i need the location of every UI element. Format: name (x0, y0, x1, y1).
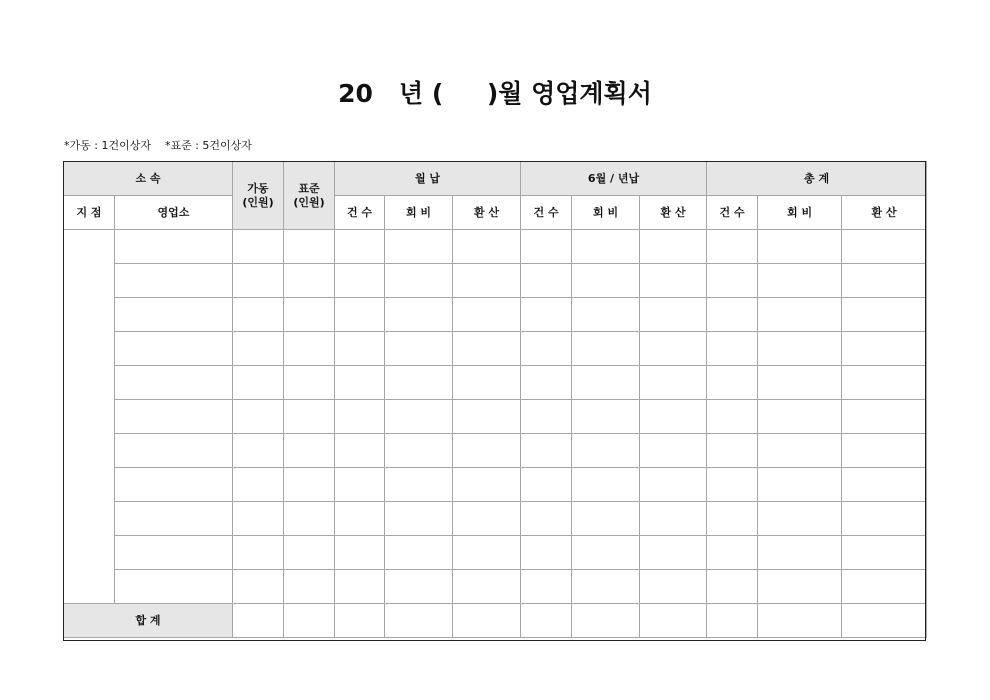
table-cell[interactable] (521, 264, 572, 298)
table-row (64, 332, 927, 366)
sales-plan-table (63, 161, 927, 638)
table-cell[interactable] (233, 400, 284, 434)
table-cell[interactable] (115, 434, 233, 468)
table-cell[interactable] (521, 468, 572, 502)
table-cell[interactable] (640, 536, 707, 570)
table-cell[interactable] (842, 570, 927, 604)
table-cell[interactable] (572, 434, 640, 468)
table-cell[interactable] (284, 434, 335, 468)
table-row (64, 536, 927, 570)
table-cell[interactable] (335, 536, 385, 570)
table-cell[interactable] (707, 298, 758, 332)
table-cell[interactable] (335, 264, 385, 298)
table-cell[interactable] (335, 502, 385, 536)
sum-cell[interactable] (284, 604, 335, 638)
table-cell[interactable] (335, 366, 385, 400)
table-cell[interactable] (521, 536, 572, 570)
table-cell[interactable] (758, 332, 842, 366)
table-cell[interactable] (284, 570, 335, 604)
table-cell[interactable] (335, 230, 385, 264)
table-row (64, 366, 927, 400)
table-cell[interactable] (233, 366, 284, 400)
table-cell[interactable] (842, 536, 927, 570)
sum-row (64, 604, 927, 638)
table-cell[interactable] (842, 366, 927, 400)
table-cell[interactable] (233, 298, 284, 332)
table-cell[interactable] (842, 468, 927, 502)
table-cell[interactable] (284, 332, 335, 366)
table-cell[interactable] (385, 502, 453, 536)
branch-cell[interactable] (64, 230, 115, 604)
table-cell[interactable] (385, 298, 453, 332)
table-cell[interactable] (640, 298, 707, 332)
table-cell[interactable] (842, 434, 927, 468)
table-cell[interactable] (758, 468, 842, 502)
table-cell[interactable] (707, 264, 758, 298)
table-cell[interactable] (233, 230, 284, 264)
table-cell[interactable] (640, 264, 707, 298)
table-cell[interactable] (284, 468, 335, 502)
sum-cell[interactable] (707, 604, 758, 638)
table-cell[interactable] (284, 400, 335, 434)
table-cell[interactable] (385, 332, 453, 366)
table-cell[interactable] (115, 230, 233, 264)
sum-cell[interactable] (758, 604, 842, 638)
affiliation-header: 소 속 (64, 162, 233, 196)
table-cell[interactable] (707, 570, 758, 604)
table-cell[interactable] (385, 536, 453, 570)
table-cell[interactable] (572, 570, 640, 604)
sum-cell[interactable] (335, 604, 385, 638)
table-cell[interactable] (521, 570, 572, 604)
table-cell[interactable] (115, 366, 233, 400)
table-cell[interactable] (385, 570, 453, 604)
table-cell[interactable] (233, 502, 284, 536)
table-cell[interactable] (453, 366, 521, 400)
table-cell[interactable] (758, 264, 842, 298)
table-cell[interactable] (453, 570, 521, 604)
table-cell[interactable] (284, 536, 335, 570)
table-cell[interactable] (453, 502, 521, 536)
sum-cell[interactable] (385, 604, 453, 638)
table-cell[interactable] (233, 570, 284, 604)
table-cell[interactable] (284, 298, 335, 332)
table-cell[interactable] (335, 400, 385, 434)
yearly-fee-header: 회 비 (572, 196, 640, 230)
table-cell[interactable] (335, 570, 385, 604)
table-cell[interactable] (640, 400, 707, 434)
table-cell[interactable] (335, 434, 385, 468)
standard-header (284, 162, 335, 230)
table-cell[interactable] (707, 468, 758, 502)
table-row (64, 230, 927, 264)
table-cell[interactable] (572, 298, 640, 332)
table-cell[interactable] (640, 502, 707, 536)
table-cell[interactable] (233, 332, 284, 366)
monthly-converted-header: 환 산 (453, 196, 521, 230)
monthly-group-header: 월 납 (335, 162, 521, 196)
table-cell[interactable] (385, 264, 453, 298)
table-cell[interactable] (521, 366, 572, 400)
table-cell[interactable] (453, 298, 521, 332)
table-cell[interactable] (115, 468, 233, 502)
total-count-header: 건 수 (707, 196, 758, 230)
table-cell[interactable] (758, 366, 842, 400)
table-cell[interactable] (453, 536, 521, 570)
table-cell[interactable] (284, 264, 335, 298)
table-cell[interactable] (115, 400, 233, 434)
table-cell[interactable] (640, 570, 707, 604)
table-cell[interactable] (115, 332, 233, 366)
table-row (64, 400, 927, 434)
table-cell[interactable] (707, 230, 758, 264)
active-header-line2: (인원) (242, 195, 274, 209)
table-cell[interactable] (233, 536, 284, 570)
table-cell[interactable] (284, 230, 335, 264)
table-cell[interactable] (572, 468, 640, 502)
standard-header-line2: (인원) (293, 195, 325, 209)
table-cell[interactable] (521, 502, 572, 536)
table-cell[interactable] (284, 502, 335, 536)
total-group-header: 총 계 (707, 162, 927, 196)
table-cell[interactable] (385, 366, 453, 400)
table-cell[interactable] (640, 230, 707, 264)
table-cell[interactable] (842, 298, 927, 332)
table-cell[interactable] (385, 468, 453, 502)
table-row (64, 264, 927, 298)
sum-label: 합 계 (64, 604, 233, 638)
table-cell[interactable] (842, 264, 927, 298)
total-fee-header: 회 비 (758, 196, 842, 230)
table-cell[interactable] (758, 400, 842, 434)
table-row (64, 298, 927, 332)
table-cell[interactable] (115, 570, 233, 604)
table-cell[interactable] (640, 332, 707, 366)
table-cell[interactable] (453, 264, 521, 298)
table-cell[interactable] (640, 468, 707, 502)
table-cell[interactable] (385, 230, 453, 264)
table-cell[interactable] (842, 502, 927, 536)
table-cell[interactable] (385, 400, 453, 434)
sum-cell[interactable] (572, 604, 640, 638)
monthly-fee-header: 회 비 (385, 196, 453, 230)
table-cell[interactable] (521, 400, 572, 434)
active-header-line1: 가동 (247, 181, 269, 195)
table-cell[interactable] (842, 332, 927, 366)
table-cell[interactable] (335, 332, 385, 366)
table-cell[interactable] (453, 332, 521, 366)
total-converted-header: 환 산 (842, 196, 927, 230)
standard-header-line1: 표준 (298, 181, 320, 195)
table-cell[interactable] (115, 502, 233, 536)
table-cell[interactable] (385, 434, 453, 468)
table-cell[interactable] (572, 502, 640, 536)
table-cell[interactable] (707, 332, 758, 366)
table-cell[interactable] (758, 298, 842, 332)
header-row-1 (64, 162, 927, 196)
sum-cell[interactable] (640, 604, 707, 638)
table-cell[interactable] (521, 332, 572, 366)
page-title: 20 년 ( )월 영업계획서 (338, 79, 652, 108)
table-cell[interactable] (284, 366, 335, 400)
yearly-group-header: 6월 / 년납 (521, 162, 707, 196)
table-cell[interactable] (233, 434, 284, 468)
office-header: 영업소 (115, 196, 233, 230)
table-cell[interactable] (521, 298, 572, 332)
criteria-note: *가동 : 1건이상자 *표준 : 5건이상자 (64, 139, 252, 152)
sum-cell[interactable] (842, 604, 927, 638)
table-cell[interactable] (758, 230, 842, 264)
table-cell[interactable] (572, 400, 640, 434)
table-cell[interactable] (453, 434, 521, 468)
table-cell[interactable] (453, 230, 521, 264)
table-cell[interactable] (707, 502, 758, 536)
table-cell[interactable] (521, 434, 572, 468)
yearly-count-header: 건 수 (521, 196, 572, 230)
table-cell[interactable] (572, 264, 640, 298)
table-cell[interactable] (453, 400, 521, 434)
table-cell[interactable] (453, 468, 521, 502)
table-cell[interactable] (640, 434, 707, 468)
yearly-converted-header: 환 산 (640, 196, 707, 230)
table-row (64, 468, 927, 502)
table-cell[interactable] (233, 264, 284, 298)
table-cell[interactable] (758, 570, 842, 604)
header-row-2 (64, 196, 927, 230)
table-cell[interactable] (572, 332, 640, 366)
data-rows (64, 230, 927, 604)
table-cell[interactable] (572, 230, 640, 264)
table-cell[interactable] (758, 502, 842, 536)
sum-cell[interactable] (453, 604, 521, 638)
table-cell[interactable] (335, 298, 385, 332)
active-header (233, 162, 284, 230)
monthly-count-header: 건 수 (335, 196, 385, 230)
table-cell[interactable] (842, 230, 927, 264)
table-cell[interactable] (233, 468, 284, 502)
table-cell[interactable] (707, 400, 758, 434)
table-cell[interactable] (758, 434, 842, 468)
table-cell[interactable] (115, 298, 233, 332)
table-cell[interactable] (115, 536, 233, 570)
table-cell[interactable] (758, 536, 842, 570)
sum-cell[interactable] (233, 604, 284, 638)
table-cell[interactable] (707, 536, 758, 570)
table-row (64, 570, 927, 604)
table-cell[interactable] (521, 230, 572, 264)
table-cell[interactable] (707, 434, 758, 468)
table-cell[interactable] (572, 536, 640, 570)
table-cell[interactable] (335, 468, 385, 502)
table-cell[interactable] (707, 366, 758, 400)
table-cell[interactable] (640, 366, 707, 400)
table-cell[interactable] (572, 366, 640, 400)
table-row (64, 502, 927, 536)
sum-cell[interactable] (521, 604, 572, 638)
table-cell[interactable] (842, 400, 927, 434)
table-cell[interactable] (115, 264, 233, 298)
table-row (64, 434, 927, 468)
branch-header: 지 점 (64, 196, 115, 230)
